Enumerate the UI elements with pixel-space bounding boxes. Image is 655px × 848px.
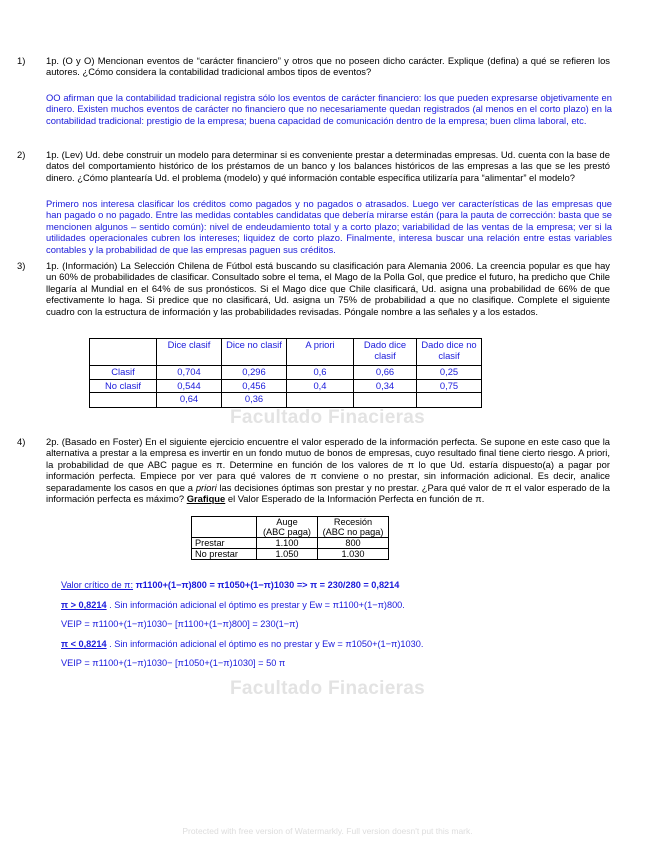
question-text-emphasis: Grafique (186, 493, 226, 505)
formula-expression: VEIP = π1100+(1−π)1030− [π1100+(1−π)800] = 230(1−π) (61, 619, 299, 629)
formula-expression: VEIP = π1100+(1−π)1030− [π1050+(1−π)1030] = 50 π (61, 658, 286, 668)
question-text-italic: priori (195, 481, 217, 493)
table-cell: 0,456 (222, 379, 287, 393)
formula-line (61, 619, 299, 630)
question-1 (17, 55, 610, 78)
table-cell: 0,4 (287, 379, 354, 393)
formula-expression: . Sin información adicional el óptimo es no prestar y Ew = π1050+(1−π)1030. (106, 639, 424, 649)
table-header: Auge (ABC paga) (257, 517, 318, 538)
table-cell (354, 393, 417, 408)
table-cell (417, 393, 482, 408)
table-cell (90, 339, 157, 366)
watermark-text: Facultado Finacieras (229, 407, 425, 428)
table-cell: 1.030 (318, 549, 389, 560)
table-cell (287, 393, 354, 408)
table-cell: 0,6 (287, 366, 354, 380)
formula-expression: . Sin información adicional el óptimo es prestar y Ew = π1100+(1−π)800. (106, 600, 405, 610)
row-label: Clasif (90, 366, 157, 380)
table-cell: 800 (318, 538, 389, 549)
table-header-row (90, 339, 482, 366)
table-cell: 0,66 (354, 366, 417, 380)
question-number: 1) (17, 55, 26, 66)
table-cell: 0,36 (222, 393, 287, 408)
table-cell: 0,25 (417, 366, 482, 380)
table-header: A priori (287, 339, 354, 366)
question-text: las decisiones óptimas son prestar y no prestar. ¿Para qué valor de π el valor esperado de la información perfecta es máximo? (46, 481, 610, 505)
table-row (90, 393, 482, 408)
question-4 (17, 436, 610, 505)
answer-1: OO afirman que la contabilidad tradicional registra sólo los eventos de carácter financiero: los que pueden expresarse objetivamente en dinero. Existen muchos eventos de carácter no financiero que no necesariamente quedan registrados (al menos en el corto plazo) en la contabilidad tradicional: prestigio de la empresa; buena capacidad de comunicación dentro de la empresa; buen clima laboral, etc. (46, 92, 612, 126)
question-text: 2p. (Basado en Foster) En el siguiente ejercicio encuentre el valor esperado de la información perfecta. Se supone en este caso que la alternativa a prestar a la empresa es invertir en un fondo mutuo de bonos de empresas, cuyo resultado final tiene cierto riesgo. A priori, la probabilidad de que ABC pague es π. Determine en función de los valores de π lo que Ud. estaría dispuesto(a) a pagar por información perfecta. Empiece por ver para qué valores de π conviene o no prestar, sin información adicional. Es decir, analice separadamente los casos en que a (46, 436, 610, 493)
formula-label: π < 0,8214 (61, 639, 107, 649)
table-row (192, 549, 389, 560)
formula-line (61, 600, 405, 611)
question-text: 1p. (Información) La Selección Chilena de Fútbol está buscando su clasificación para Alemania 2006. La creencia popular es que hay un 60% de probabilidades de clasificar. Consultado sobre el tema, el Mago de la Polla Gol, que predice el futuro, ha predicho que Chile llegaría al Mundial en el 64% de sus pronósticos. Si el Mago dice que Chile clasificará, Ud. asigna una probabilidad de 66% de que efectivamente lo haga. Si predice que no clasificará, Ud. asigna un 75% de probabilidad a que no clasifique. Complete el siguiente cuadro con la estructura de información y las probabilidades revisadas. Póngale nombre a las señales y a los estados. (46, 260, 610, 317)
table-cell: 0,704 (157, 366, 222, 380)
formula-line (61, 658, 285, 669)
table-header: Dice no clasif (222, 339, 287, 366)
question-text: el Valor Esperado de la Información Perfecta en función de π. (225, 493, 485, 505)
table-header: Dado dice clasif (354, 339, 417, 366)
answer-2: Primero nos interesa clasificar los créditos como pagados y no pagados o atrasados. Luego ver características de las empresas que han pagado o no pagado. Entre las medidas contables candidatas que debería mirarse están (para la pauta de corrección: basta que se mencionen algunos – sentido común): nivel de endeudamiento total y a corto plazo; variabilidad de las ventas de la empresa; ver si la utilidades operacionales cubren los intereses; liquidez de corto plazo. Finalmente, interesa buscar una relación entre estas variables contables y la probabilidad de que las empresas paguen sus créditos. (46, 198, 612, 255)
table-cell: 0,75 (417, 379, 482, 393)
table-header-row (192, 517, 389, 538)
formula-label: Valor crítico de π: (61, 580, 134, 590)
table-cell: 0,34 (354, 379, 417, 393)
table-cell (192, 517, 257, 538)
table-header: Dice clasif (157, 339, 222, 366)
table-cell: 0,296 (222, 366, 287, 380)
formula-line (61, 580, 399, 591)
table-header: Dado dice no clasif (417, 339, 482, 366)
question-number: 4) (17, 436, 26, 447)
question-2 (17, 149, 610, 183)
formula-label: π > 0,8214 (61, 600, 107, 610)
formula-expression: π1100+(1−π)800 = π1050+(1−π)1030 => π = 230/280 = 0,8214 (133, 580, 400, 590)
table-header: Recesión (ABC no paga) (318, 517, 389, 538)
watermark-text: Facultado Finacieras (229, 678, 425, 699)
table-cell: 0,544 (157, 379, 222, 393)
table-row (90, 379, 482, 393)
payoff-table (191, 516, 389, 560)
information-structure-table (89, 338, 482, 408)
question-3 (17, 260, 610, 317)
question-number: 2) (17, 149, 26, 160)
formula-line (61, 639, 423, 650)
table-row (90, 366, 482, 380)
question-text: 1p. (Lev) Ud. debe construir un modelo para determinar si es conveniente prestar a determinadas empresas. Ud. cuenta con la base de datos del comportamiento histórico de los préstamos de un banco y los balances históricos de las empresas a las que se les prestó dinero. ¿Cómo plantearía Ud. el problema (modelo) y qué información contable específica utilizaría para “alimentar” el modelo? (46, 149, 610, 183)
question-number: 3) (17, 260, 26, 271)
footer-watermark-notice: Protected with free version of Watermarkly. Full version doesn't put this mark. (182, 826, 473, 836)
row-label: Prestar (192, 538, 257, 549)
table-row (192, 538, 389, 549)
table-cell: 0,64 (157, 393, 222, 408)
question-text: 1p. (O y O) Mencionan eventos de “carácter financiero” y otros que no poseen dicho carácter. Explique (defina) a qué se refieren los autores. ¿Cómo considera la contabilidad tradicional ambos tipos de eventos? (46, 55, 610, 78)
row-label: No clasif (90, 379, 157, 393)
row-label: No prestar (192, 549, 257, 560)
table-cell: 1.100 (257, 538, 318, 549)
table-cell: 1.050 (257, 549, 318, 560)
row-label (90, 393, 157, 408)
